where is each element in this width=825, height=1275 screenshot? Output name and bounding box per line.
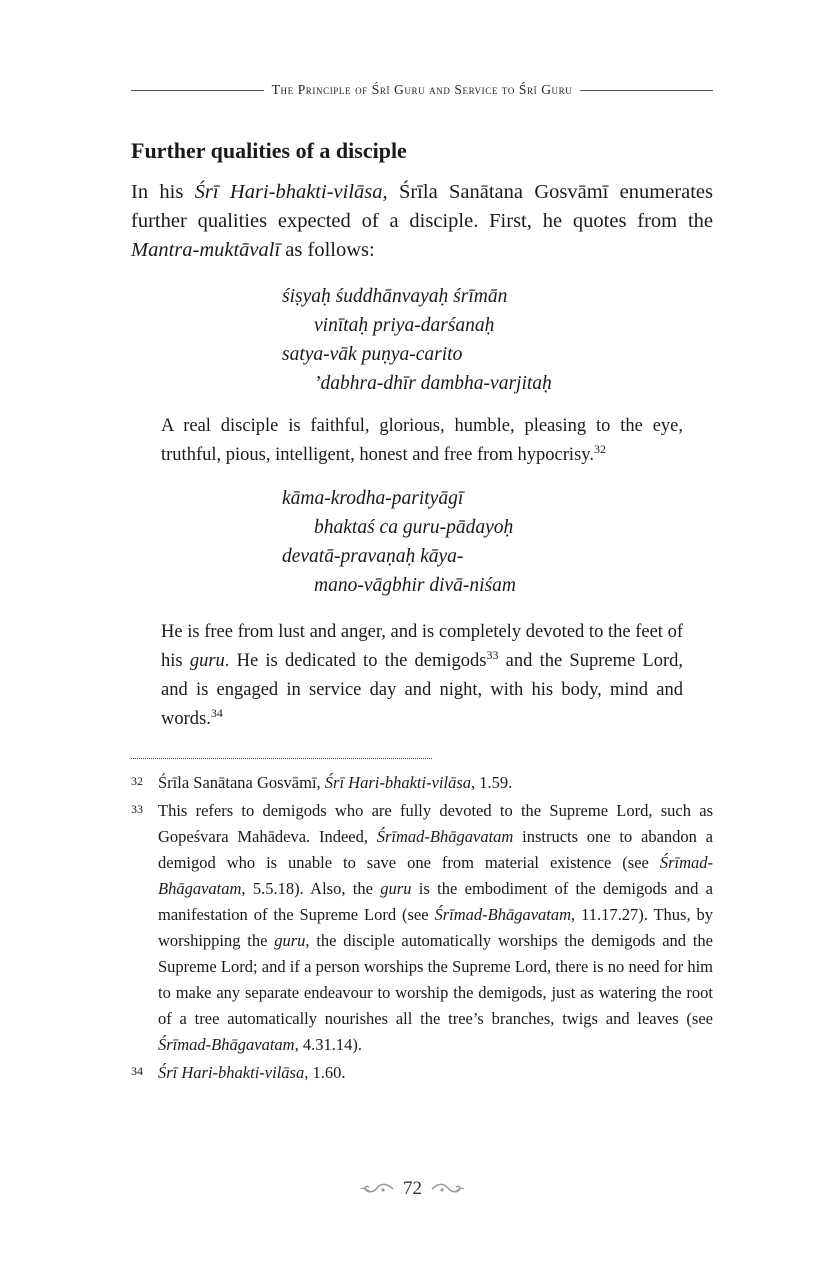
fn33-title-2: Śrīmad-Bhāgavatam [158,853,713,898]
translation-2-text-2: . He is dedicated to the demigods [224,651,487,671]
fn33-title-1: Śrīmad-Bhāgavatam [376,827,514,846]
fn33-title-4: Śrīmad-Bhāgavatam [158,1035,295,1054]
fn33-text-1: This refers to demigods who are fully devoted to the Supreme Lord, such as Gopeśvara Mahādeva. Indeed, [158,801,713,846]
footnote-32-number: 32 [131,774,143,788]
verse-1-line-3: satya-vāk puṇya-carito [282,344,463,365]
fn33-title-3: Śrīmad-Bhāgavatam [434,905,572,924]
verse-1-line-1: śiṣyaḥ śuddhānvayaḥ śrīmān [282,286,508,307]
intro-text-1: In his [131,181,195,203]
footnote-33-text [158,798,713,1058]
fn33-text-7: , 4.31.14). [294,1035,362,1054]
verse-2 [282,484,516,600]
running-head-title: The Principle of Śrī Guru and Service to Śrī Guru [271,82,573,97]
left-ornament-icon [359,1182,395,1196]
fn34-title: Śrī Hari-bhakti-vilāsa [158,1063,305,1082]
footnote-ref-34[interactable]: 34 [210,706,223,720]
verse-1 [282,282,552,398]
fn33-text-6: , the disciple automatically worships the demigods and the Supreme Lord; and if a person worships the Supreme Lord, there is no need for him to make any separate endeavour to worship the demigods, just as watering the root of a tree automatically nourishes all the tree’s branches, twigs and leaves (see [158,931,713,1028]
verse-2-line-3: devatā-pravaṇaḥ kāya- [282,546,464,567]
translation-1-text: A real disciple is faithful, glorious, humble, pleasing to the eye, truthful, pious, intelligent, honest and free from hypocrisy. [161,416,683,465]
fn33-text-4: is the embodiment of the demigods and a manifestation of the Supreme Lord (see [158,879,714,924]
footnote-separator [131,758,432,759]
verse-2-line-1: kāma-krodha-parityāgī [282,488,464,509]
intro-title-mm: Mantra-muktāvalī [131,239,281,261]
footnote-33-number: 33 [131,802,143,816]
footnote-34-number: 34 [131,1064,143,1078]
translation-2-guru: guru [189,651,225,671]
translation-2-text-1: He is free from lust and anger, and is completely devoted to the feet of his [161,622,683,671]
footnotes [131,770,713,1088]
translation-2-text-3: and the Supreme Lord, and is engaged in service day and night, with his body, mind and words. [161,651,683,729]
translation-2 [161,618,683,734]
fn32-text-1: Śrīla Sanātana Gosvāmī, [158,773,325,792]
footnote-ref-33[interactable]: 33 [486,648,499,662]
fn33-text-3: , 5.5.18). Also, the [241,879,381,898]
footnote-32 [131,770,713,796]
fn32-text-2: , 1.59. [471,773,513,792]
section-heading: Further qualities of a disciple [131,138,407,163]
fn33-text-5: , 11.17.27). Thus, by worshipping the [158,905,713,950]
intro-text-2: , Śrīla Sanātana Gosvāmī enumerates further qualities expected of a disciple. First, he quotes from the [131,181,714,232]
intro-text-3: as follows: [280,239,375,261]
intro-title-hbv: Śrī Hari-bhakti-vilāsa [194,181,383,203]
page-number: 72 [403,1178,422,1199]
verse-1-line-2: vinītaḥ priya-darśanaḥ [314,315,495,336]
verse-2-line-4: mano-vāgbhir divā-niśam [314,575,517,596]
fn32-title: Śrī Hari-bhakti-vilāsa [324,773,471,792]
footnote-ref-32[interactable]: 32 [593,442,606,456]
translation-1 [161,412,683,470]
footnote-32-text [158,770,713,796]
footnote-33 [131,798,713,1058]
intro-paragraph [131,178,713,265]
fn33-guru-1: guru [380,879,412,898]
page-footer [0,1178,825,1200]
running-head-rule-left [131,90,264,91]
fn33-guru-2: guru [274,931,306,950]
running-head-rule-right [580,90,713,91]
footnote-34 [131,1060,713,1086]
fn33-text-2: instructs one to abandon a demigod who is unable to save one from material existence (see [158,827,713,872]
verse-1-line-4: ’dabhra-dhīr dambha-varjitaḥ [314,373,552,394]
right-ornament-icon [430,1182,466,1196]
running-head [131,82,713,98]
footnote-34-text [158,1060,713,1086]
verse-2-line-2: bhaktaś ca guru-pādayoḥ [314,517,514,538]
fn34-text-1: , 1.60. [304,1063,346,1082]
